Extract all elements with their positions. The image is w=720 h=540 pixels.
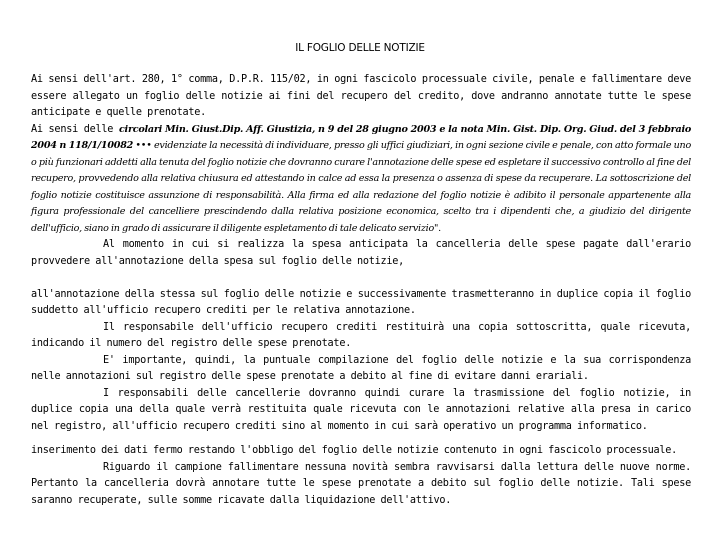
paragraph-circolari-italic: ••• evidenziate la necessità di individuare, presso gli uffici giudiziari, in ogni sezione civile e penale, con atto formale uno o più funzionari addetti alla tenuta del foglio notizie che dovranno curare l'annotazione delle spese ed espletare il successivo controllo al fine del recupero, provvedendo alla relativa chiusura ed attestando in calce ad essa la presenza o assenza di spese da recuperare. La sottoscrizione del foglio notizie costituisce assunzione di responsabilità. Alla firma ed alla redazione del foglio notizie è adibito il personale appartenente alla figura professionale del cancelliere prescindendo dalla relativa posizione economica, scelto tra i dipendenti che, a giudizio del dirigente dell'ufficio, siano in grado di assicurare il diligente espletamento di tale delicato servizio". xyxy=(31,140,691,234)
spacer xyxy=(31,270,691,287)
paragraph-responsabile: Il responsabile dell'ufficio recupero crediti restituirà una copia sottoscritta, quale ricevuta, indicando il numero del registro delle spese prenotate. xyxy=(31,321,691,349)
paragraph-spesa-anticipata: Al momento in cui si realizza la spesa anticipata la cancelleria delle spese pagate dall'erario provvedere all'annotazione della spesa sul foglio delle notizie, xyxy=(31,239,691,267)
paragraph-importante: E' importante, quindi, la puntuale compilazione del foglio delle notizie e la sua corrispondenza nelle annotazioni sul registro delle spese prenotate a debito al fine di evitare danni erariali. xyxy=(31,354,691,382)
document-body xyxy=(31,72,691,509)
paragraph-responsabili-cancellerie: I responsabili delle cancellerie dovranno quindi curare la trasmissione del foglio notizie, in duplice copia una della quale verrà restituita quale ricevuta con le annotazioni relative alla presa in carico nel registro, all'ufficio recupero crediti sino al momento in cui sarà operativo un programma informatico. xyxy=(31,387,691,432)
paragraph-campione-fallimentare: Riguardo il campione fallimentare nessuna novità sembra ravvisarsi dalla lettura delle nuove norme. Pertanto la cancelleria dovrà annotare tutte le spese prenotate a debito sul foglio delle notizie. Tali spese saranno recuperate, sulle somme ricavate dalla liquidazione dell'attivo. xyxy=(31,461,691,506)
paragraph-art-280: Ai sensi dell'art. 280, 1° comma, D.P.R. 115/02, in ogni fascicolo processuale civile, penale e fallimentare deve essere allegato un foglio delle notizie ai fini del recupero del credito, dove andranno annotate tutte le spese anticipate e quelle prenotate. xyxy=(31,74,691,118)
paragraph-annotazione: all'annotazione della stessa sul foglio delle notizie e successivamente trasmetteranno in duplice copia il foglio suddetto all'ufficio recupero crediti per le relativa annotazione. xyxy=(31,288,691,316)
paragraph-inserimento: inserimento dei dati fermo restando l'obbligo del foglio delle notizie contenuto in ogni fascicolo processuale. xyxy=(31,445,678,456)
paragraph-circolari-lead: Ai sensi delle xyxy=(31,123,119,135)
spacer xyxy=(31,435,691,443)
document-title: IL FOGLIO DELLE NOTIZIE xyxy=(295,42,425,54)
paragraph-circolari xyxy=(31,122,691,238)
circolari-reference: circolari Min. Giust.Dip. Aff. Giustizia, n 9 del 28 giugno 2003 e la nota Min. Gist. Dip. Org. Giud. del 3 febbraio 2004 n 118/1/10082 xyxy=(31,123,691,151)
